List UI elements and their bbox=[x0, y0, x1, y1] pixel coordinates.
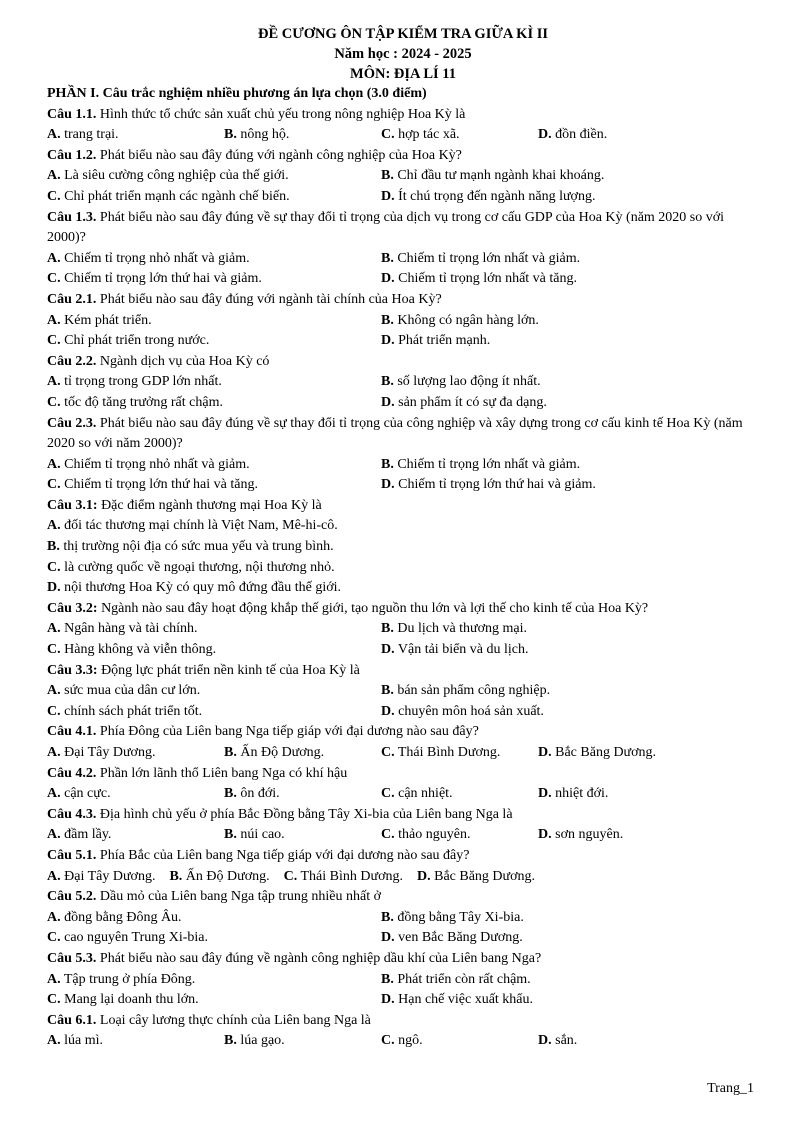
option-text: tỉ trọng trong GDP lớn nhất. bbox=[60, 374, 222, 390]
option-letter: D. bbox=[381, 642, 395, 658]
question bbox=[47, 208, 759, 290]
answer-option bbox=[381, 393, 547, 414]
options-row bbox=[47, 970, 759, 991]
option-text: núi cao. bbox=[236, 827, 285, 843]
question-stem bbox=[47, 208, 759, 249]
answer-option bbox=[47, 558, 335, 579]
option-letter: A. bbox=[47, 250, 61, 266]
answer-option bbox=[47, 537, 334, 558]
option-text: cận nhiệt. bbox=[394, 786, 453, 802]
option-text: Đại Tây Dương. bbox=[60, 868, 156, 884]
options-row bbox=[47, 928, 759, 949]
answer-option bbox=[47, 619, 381, 640]
page-number: Trang_1 bbox=[707, 1081, 754, 1096]
answer-option bbox=[47, 640, 381, 661]
option-letter: B. bbox=[381, 168, 394, 184]
option-letter: B. bbox=[381, 971, 394, 987]
option-letter: A. bbox=[47, 518, 61, 534]
answer-option bbox=[47, 475, 381, 496]
option-letter: B. bbox=[381, 456, 394, 472]
question bbox=[47, 949, 759, 1011]
option-text: Ấn Độ Dương. bbox=[236, 745, 325, 760]
options-row bbox=[47, 166, 759, 187]
option-letter: C. bbox=[47, 642, 61, 658]
option-letter: A. bbox=[47, 868, 61, 884]
options-row bbox=[47, 311, 759, 332]
question-number: Câu 4.2. bbox=[47, 765, 97, 781]
option-letter: D. bbox=[538, 745, 552, 760]
answer-option bbox=[47, 125, 224, 146]
question bbox=[47, 599, 759, 661]
option-text: đồn điền. bbox=[551, 127, 608, 143]
options-row bbox=[47, 331, 759, 352]
answer-option bbox=[381, 928, 523, 949]
option-text: chuyên môn hoá sản xuất. bbox=[394, 703, 544, 719]
question-stem bbox=[47, 1011, 759, 1032]
question-stem bbox=[47, 352, 759, 373]
question-text: Ngành dịch vụ của Hoa Kỳ có bbox=[96, 353, 270, 369]
option-text: ngô. bbox=[394, 1033, 423, 1049]
answer-option bbox=[381, 908, 524, 929]
document-page bbox=[47, 24, 759, 1052]
options-row bbox=[47, 372, 759, 393]
question-text: Phía Đông của Liên bang Nga tiếp giáp với đại dương nào sau đây? bbox=[96, 724, 479, 740]
question-text: Đặc điểm ngành thương mại Hoa Kỳ là bbox=[97, 497, 322, 513]
answer-option bbox=[224, 125, 381, 146]
answer-option bbox=[47, 928, 381, 949]
question-text: Hình thức tổ chức sản xuất chủ yếu trong nông nghiệp Hoa Kỳ là bbox=[96, 106, 466, 122]
option-letter: B. bbox=[381, 374, 394, 390]
option-text: số lượng lao động ít nhất. bbox=[393, 374, 541, 390]
answer-option bbox=[381, 970, 531, 991]
option-text: Chiếm tỉ trọng lớn nhất và tăng. bbox=[394, 271, 578, 287]
option-letter: B. bbox=[224, 745, 237, 760]
question bbox=[47, 290, 759, 352]
option-text: lúa mì. bbox=[60, 1033, 104, 1049]
answer-option bbox=[47, 372, 381, 393]
option-text: đối tác thương mại chính là Việt Nam, Mê-hi-cô. bbox=[60, 518, 338, 534]
options-row bbox=[47, 269, 759, 290]
question-number: Câu 5.2. bbox=[47, 889, 97, 905]
options-row bbox=[47, 558, 759, 579]
question-text: Phần lớn lãnh thổ Liên bang Nga có khí hậu bbox=[96, 765, 348, 781]
options-row bbox=[47, 702, 759, 723]
option-text: Hạn chế việc xuất khẩu. bbox=[394, 992, 534, 1008]
option-letter: D. bbox=[381, 394, 395, 410]
answer-option bbox=[538, 125, 607, 146]
option-letter: D. bbox=[538, 827, 552, 843]
answer-option bbox=[381, 166, 604, 187]
option-letter: B. bbox=[224, 1033, 237, 1049]
answer-option bbox=[47, 784, 224, 805]
answer-option bbox=[381, 311, 539, 332]
option-text: Chiếm tỉ trọng nhỏ nhất và giảm. bbox=[60, 456, 250, 472]
question-number: Câu 3.1: bbox=[47, 497, 98, 513]
question-stem bbox=[47, 887, 759, 908]
answer-option bbox=[381, 784, 538, 805]
option-letter: A. bbox=[47, 909, 61, 925]
answer-option bbox=[284, 867, 403, 888]
option-text: tốc độ tăng trưởng rất chậm. bbox=[60, 394, 223, 410]
option-text: Vận tải biển và du lịch. bbox=[394, 642, 529, 658]
document-title: ĐỀ CƯƠNG ÔN TẬP KIỂM TRA GIỮA KÌ II bbox=[257, 26, 549, 42]
option-letter: C. bbox=[47, 559, 61, 575]
answer-option bbox=[47, 516, 338, 537]
answer-option bbox=[47, 867, 155, 888]
option-letter: C. bbox=[381, 1033, 395, 1049]
option-text: hợp tác xã. bbox=[394, 127, 460, 143]
option-text: đầm lầy. bbox=[60, 827, 112, 843]
option-letter: C. bbox=[47, 271, 61, 287]
option-text: thảo nguyên. bbox=[394, 827, 471, 843]
option-letter: C. bbox=[381, 127, 395, 143]
answer-option bbox=[381, 187, 595, 208]
options-row bbox=[47, 455, 759, 476]
answer-option bbox=[47, 269, 381, 290]
question-text: Phát biểu nào sau đây đúng về sự thay đổi tỉ trọng của dịch vụ trong cơ cấu GDP của Hoa Kỳ (năm 2020 so với 2000)? bbox=[47, 209, 725, 246]
question-number: Câu 6.1. bbox=[47, 1012, 97, 1028]
option-text: Phát triển mạnh. bbox=[394, 333, 491, 349]
question-number: Câu 5.1. bbox=[47, 847, 97, 863]
option-letter: D. bbox=[381, 477, 395, 493]
option-text: lúa gạo. bbox=[236, 1033, 285, 1049]
options-row bbox=[47, 825, 759, 846]
option-letter: D. bbox=[538, 1033, 552, 1049]
option-text: Ít chú trọng đến ngành năng lượng. bbox=[394, 188, 596, 204]
question-stem bbox=[47, 661, 759, 682]
answer-option bbox=[47, 249, 381, 270]
question-text: Phát biểu nào sau đây đúng về ngành công nghiệp dầu khí của Liên bang Nga? bbox=[96, 950, 542, 966]
option-text: Ngân hàng và tài chính. bbox=[60, 621, 198, 637]
answer-option bbox=[381, 475, 596, 496]
option-text: bán sản phẩm công nghiệp. bbox=[393, 683, 551, 699]
option-text: Kém phát triển. bbox=[60, 312, 152, 328]
question-stem bbox=[47, 805, 759, 826]
question-list bbox=[47, 105, 759, 1052]
option-text: là cường quốc về ngoại thương, nội thương nhỏ. bbox=[60, 559, 335, 575]
options-row bbox=[47, 187, 759, 208]
question-text: Phát biểu nào sau đây đúng về sự thay đổi tỉ trọng của công nghiệp và xây dựng trong cơ cấu kinh tế Hoa Kỳ (năm 2020 so với năm 2000)? bbox=[47, 415, 743, 452]
answer-option bbox=[224, 743, 381, 764]
option-text: sắn. bbox=[551, 1033, 578, 1049]
question bbox=[47, 722, 759, 763]
answer-option bbox=[381, 743, 538, 764]
options-row bbox=[47, 784, 759, 805]
option-text: Thái Bình Dương. bbox=[394, 745, 501, 760]
option-letter: A. bbox=[47, 1033, 61, 1049]
question-number: Câu 4.3. bbox=[47, 806, 97, 822]
option-letter: D. bbox=[416, 868, 431, 884]
answer-option bbox=[47, 455, 381, 476]
answer-option bbox=[47, 681, 381, 702]
answer-option bbox=[538, 825, 623, 846]
option-text: Chiếm tỉ trọng lớn thứ hai và tăng. bbox=[60, 477, 258, 493]
option-letter: C. bbox=[47, 188, 61, 204]
question bbox=[47, 1011, 759, 1052]
answer-option bbox=[47, 166, 381, 187]
option-letter: C. bbox=[381, 786, 395, 802]
answer-option bbox=[169, 867, 269, 888]
answer-option bbox=[381, 125, 538, 146]
subject-title: MÔN: ĐỊA LÍ 11 bbox=[350, 66, 456, 82]
answer-option bbox=[417, 867, 535, 888]
answer-option bbox=[224, 1031, 381, 1052]
option-text: chính sách phát triển tốt. bbox=[60, 703, 203, 719]
question-text: Dầu mỏ của Liên bang Nga tập trung nhiều nhất ở bbox=[96, 889, 382, 905]
option-letter: C. bbox=[47, 992, 61, 1008]
answer-option bbox=[47, 578, 341, 599]
option-text: cận cực. bbox=[60, 786, 111, 802]
option-letter: B. bbox=[169, 868, 183, 884]
option-letter: C. bbox=[381, 745, 395, 760]
option-text: sức mua của dân cư lớn. bbox=[60, 683, 201, 699]
option-text: đồng bằng Tây Xi-bia. bbox=[393, 909, 524, 925]
option-letter: D. bbox=[381, 703, 395, 719]
option-letter: A. bbox=[47, 374, 61, 390]
option-letter: C. bbox=[47, 477, 61, 493]
options-row bbox=[47, 537, 759, 558]
options-row bbox=[47, 578, 759, 599]
option-text: sơn nguyên. bbox=[551, 827, 624, 843]
options-row bbox=[47, 990, 759, 1011]
option-text: Đại Tây Dương. bbox=[60, 745, 156, 760]
answer-option bbox=[47, 908, 381, 929]
option-text: Mang lại doanh thu lớn. bbox=[60, 992, 199, 1008]
question-stem bbox=[47, 290, 759, 311]
option-text: ôn đới. bbox=[236, 786, 280, 802]
option-text: Chỉ phát triển mạnh các ngành chế biến. bbox=[60, 188, 290, 204]
question-number: Câu 1.3. bbox=[47, 209, 97, 225]
answer-option bbox=[47, 970, 381, 991]
option-letter: C. bbox=[283, 868, 298, 884]
question bbox=[47, 105, 759, 146]
question bbox=[47, 352, 759, 414]
option-letter: B. bbox=[224, 827, 237, 843]
question-number: Câu 2.2. bbox=[47, 353, 97, 369]
option-letter: C. bbox=[47, 703, 61, 719]
answer-option bbox=[381, 640, 529, 661]
question bbox=[47, 496, 759, 599]
answer-option bbox=[47, 393, 381, 414]
question-stem bbox=[47, 496, 759, 517]
question-stem bbox=[47, 846, 759, 867]
question-number: Câu 2.1. bbox=[47, 291, 97, 307]
option-letter: D. bbox=[381, 930, 395, 946]
answer-option bbox=[47, 825, 224, 846]
option-letter: D. bbox=[538, 127, 552, 143]
option-letter: C. bbox=[47, 394, 61, 410]
question-stem bbox=[47, 146, 759, 167]
question-number: Câu 1.1. bbox=[47, 106, 97, 122]
answer-option bbox=[381, 372, 541, 393]
question-text: Phát biểu nào sau đây đúng với ngành công nghiệp của Hoa Kỳ? bbox=[96, 147, 462, 163]
options-row bbox=[47, 1031, 759, 1052]
question-stem bbox=[47, 722, 759, 743]
option-letter: B. bbox=[381, 909, 394, 925]
answer-option bbox=[47, 743, 224, 764]
question-number: Câu 4.1. bbox=[47, 724, 97, 740]
option-text: nông hộ. bbox=[236, 127, 290, 143]
question-stem bbox=[47, 599, 759, 620]
option-text: trang trại. bbox=[60, 127, 119, 143]
option-text: Hàng không và viễn thông. bbox=[60, 642, 217, 658]
answer-option bbox=[381, 269, 577, 290]
question-text: Ngành nào sau đây hoạt động khắp thế giới, tạo nguồn thu lớn và lợi thế cho kinh tế của Hoa Kỳ? bbox=[97, 600, 649, 616]
option-letter: A. bbox=[47, 168, 61, 184]
options-row bbox=[47, 867, 759, 888]
option-text: Du lịch và thương mại. bbox=[393, 621, 528, 637]
options-row bbox=[47, 249, 759, 270]
options-row bbox=[47, 681, 759, 702]
option-letter: B. bbox=[381, 683, 394, 699]
answer-option bbox=[47, 702, 381, 723]
question-text: Địa hình chủ yếu ở phía Bắc Đồng bằng Tây Xi-bia của Liên bang Nga là bbox=[96, 806, 513, 822]
options-row bbox=[47, 475, 759, 496]
option-letter: A. bbox=[47, 621, 61, 637]
question bbox=[47, 887, 759, 949]
option-text: Chiếm tỉ trọng lớn nhất và giảm. bbox=[393, 250, 581, 266]
question bbox=[47, 764, 759, 805]
answer-option bbox=[381, 455, 580, 476]
option-letter: B. bbox=[47, 539, 60, 555]
option-text: Chiếm tỉ trọng lớn nhất và giảm. bbox=[393, 456, 581, 472]
option-text: Chiếm tỉ trọng nhỏ nhất và giảm. bbox=[60, 250, 250, 266]
option-text: Chỉ phát triển trong nước. bbox=[60, 333, 210, 349]
option-text: thị trường nội địa có sức mua yếu và trung bình. bbox=[59, 539, 334, 555]
question bbox=[47, 805, 759, 846]
option-text: Thái Bình Dương. bbox=[297, 868, 403, 884]
answer-option bbox=[47, 331, 381, 352]
question bbox=[47, 414, 759, 496]
option-text: ven Bắc Băng Dương. bbox=[394, 930, 523, 946]
answer-option bbox=[538, 743, 656, 764]
options-row bbox=[47, 516, 759, 537]
option-text: nhiệt đới. bbox=[551, 786, 609, 802]
question-number: Câu 1.2. bbox=[47, 147, 97, 163]
school-year: Năm học : 2024 - 2025 bbox=[334, 46, 472, 62]
question-number: Câu 3.2: bbox=[47, 600, 98, 616]
option-letter: B. bbox=[224, 127, 237, 143]
option-letter: B. bbox=[381, 250, 394, 266]
option-text: Chiếm tỉ trọng lớn thứ hai và giảm. bbox=[60, 271, 262, 287]
answer-option bbox=[224, 784, 381, 805]
answer-option bbox=[381, 702, 544, 723]
option-letter: A. bbox=[47, 456, 61, 472]
option-text: Tập trung ở phía Đông. bbox=[60, 971, 196, 987]
option-letter: C. bbox=[381, 827, 395, 843]
answer-option bbox=[381, 331, 490, 352]
option-text: Ấn Độ Dương. bbox=[182, 868, 270, 884]
question-text: Động lực phát triển nền kinh tế của Hoa Kỳ là bbox=[97, 662, 360, 678]
option-letter: A. bbox=[47, 312, 61, 328]
option-letter: D. bbox=[381, 271, 395, 287]
question-number: Câu 2.3. bbox=[47, 415, 97, 431]
option-text: Phát triển còn rất chậm. bbox=[393, 971, 531, 987]
answer-option bbox=[538, 784, 608, 805]
question-stem bbox=[47, 105, 759, 126]
question bbox=[47, 146, 759, 208]
option-letter: C. bbox=[47, 930, 61, 946]
options-row bbox=[47, 908, 759, 929]
question-text: Phía Bắc của Liên bang Nga tiếp giáp với đại dương nào sau đây? bbox=[96, 847, 470, 863]
options-row bbox=[47, 619, 759, 640]
question bbox=[47, 846, 759, 887]
option-text: cao nguyên Trung Xi-bia. bbox=[60, 930, 209, 946]
option-letter: D. bbox=[381, 992, 395, 1008]
question-stem bbox=[47, 764, 759, 785]
option-text: Chỉ đầu tư mạnh ngành khai khoáng. bbox=[393, 168, 605, 184]
question-number: Câu 5.3. bbox=[47, 950, 97, 966]
answer-option bbox=[381, 1031, 538, 1052]
answer-option bbox=[47, 311, 381, 332]
option-text: Là siêu cường công nghiệp của thế giới. bbox=[60, 168, 289, 184]
question-text: Phát biểu nào sau đây đúng với ngành tài chính của Hoa Kỳ? bbox=[96, 291, 442, 307]
answer-option bbox=[381, 249, 580, 270]
option-text: Bắc Băng Dương. bbox=[430, 868, 536, 884]
option-text: Không có ngân hàng lớn. bbox=[393, 312, 539, 328]
answer-option bbox=[381, 681, 550, 702]
option-letter: B. bbox=[224, 786, 237, 802]
options-row bbox=[47, 393, 759, 414]
answer-option bbox=[47, 990, 381, 1011]
option-text: Chiếm tỉ trọng lớn thứ hai và giảm. bbox=[394, 477, 596, 493]
question-stem bbox=[47, 414, 759, 455]
option-letter: A. bbox=[47, 683, 61, 699]
question-text: Loại cây lương thực chính của Liên bang Nga là bbox=[96, 1012, 371, 1028]
option-letter: B. bbox=[381, 312, 394, 328]
answer-option bbox=[381, 619, 527, 640]
question-stem bbox=[47, 949, 759, 970]
answer-option bbox=[47, 1031, 224, 1052]
option-letter: A. bbox=[47, 745, 61, 760]
answer-option bbox=[381, 990, 533, 1011]
question bbox=[47, 661, 759, 723]
answer-option bbox=[224, 825, 381, 846]
option-letter: A. bbox=[47, 786, 61, 802]
option-letter: D. bbox=[47, 580, 61, 596]
option-letter: D. bbox=[538, 786, 552, 802]
option-letter: C. bbox=[47, 333, 61, 349]
option-letter: A. bbox=[47, 971, 61, 987]
answer-option bbox=[538, 1031, 577, 1052]
option-text: Bắc Băng Dương. bbox=[551, 745, 657, 760]
option-letter: D. bbox=[381, 333, 395, 349]
options-row bbox=[47, 640, 759, 661]
answer-option bbox=[47, 187, 381, 208]
options-row bbox=[47, 125, 759, 146]
answer-option bbox=[381, 825, 538, 846]
question-number: Câu 3.3: bbox=[47, 662, 98, 678]
option-text: nội thương Hoa Kỳ có quy mô đứng đầu thế giới. bbox=[60, 580, 342, 596]
option-letter: A. bbox=[47, 127, 61, 143]
option-text: đồng bằng Đông Âu. bbox=[60, 909, 182, 925]
option-letter: D. bbox=[381, 188, 395, 204]
options-row bbox=[47, 743, 759, 764]
section-heading: PHẦN I. Câu trắc nghiệm nhiều phương án lựa chọn (3.0 điểm) bbox=[47, 86, 427, 101]
option-letter: B. bbox=[381, 621, 394, 637]
option-text: sản phẩm ít có sự đa dạng. bbox=[394, 394, 547, 410]
option-letter: A. bbox=[47, 827, 61, 843]
